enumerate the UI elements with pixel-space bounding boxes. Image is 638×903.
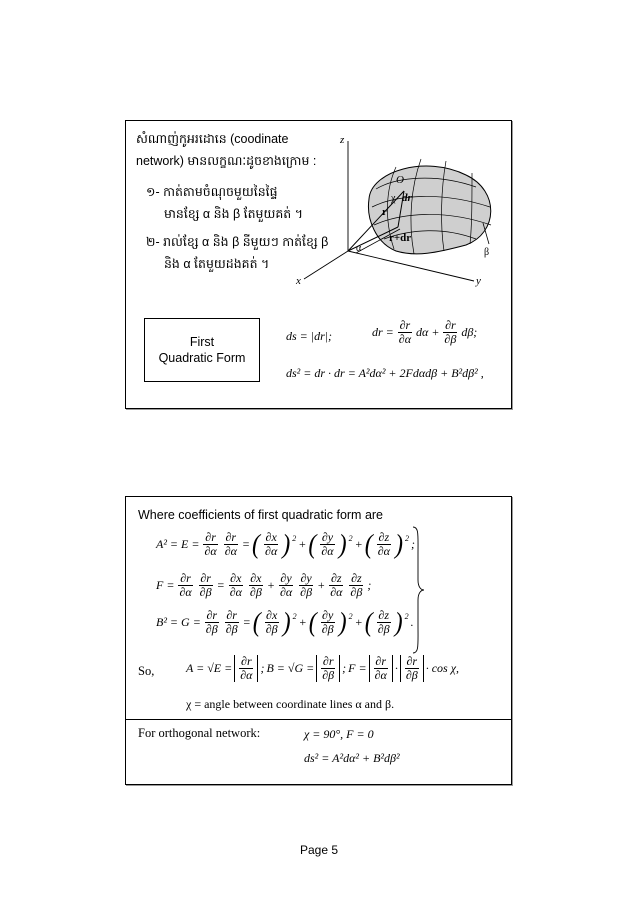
right-brace [411,525,425,655]
eq-dr-lhs: dr = [372,325,394,339]
so-A: A = √E = [186,661,233,675]
eq-A-squared: A² = E = $\frac{\partial r}{\partial\alpha}$ $\frac{\partial r}{\partial\alpha}$ = ( $\frac{\partial x}{\partial\alpha}$ ) 2 + ( $\frac{\partial y}{\partial\alpha}$ ) 2 + ( $\frac{\partial z}{\partial\alpha}$ ) 2 ; [156,529,415,560]
slide-quadratic-coefficients [125,496,512,785]
page-number: Page 5 [299,843,339,857]
eq-dr-den-2: ∂β [444,332,457,346]
y-axis-label: y [476,275,481,287]
eq-dr-den-1: ∂α [398,332,412,346]
coefficients-heading: Where coefficients of first quadratic form are [138,508,384,522]
slide-first-quadratic-form [125,120,512,409]
surface-coordinate-diagram [276,129,508,294]
alpha-label: α [356,243,362,254]
item-2-line-2: និង α តែមួយដងគត់ ។ [164,257,270,271]
eq-ds-squared: ds² = dr · dr = A²dα² + 2Fdαdβ + B²dβ² , [286,366,484,380]
eq-B-lhs: B² = G = [156,615,201,629]
x-axis [304,251,348,279]
eq-dr-end: dβ; [461,325,478,339]
eq-A-lhs: A² = E = [156,537,200,551]
so-F: F = [348,661,367,675]
first-quadratic-form-box [144,318,260,382]
eq-dr-frac-2 [443,319,457,346]
eq-ds-magnitude: ds = |dr|; [286,329,333,343]
box-line-1: First [189,335,215,349]
y-axis [348,251,474,281]
item-2-line-1: ២- រាល់ខ្សែ α និង β នីមួយៗ កាត់ខ្សែ β [146,235,329,249]
eq-F-lhs: F = [156,578,175,592]
item-1-line-2: មានខ្សែ α និង β តែមួយគត់ ។ [164,207,303,221]
r-plus-dr-label: r+dr [389,232,412,244]
eq-dr [372,319,477,346]
dr-label: dr [402,192,412,204]
so-cos: · cos χ, [425,661,460,675]
so-label: So, [138,664,155,678]
orthogonal-eq-1: χ = 90°, F = 0 [304,727,374,741]
eq-dr-num-1: ∂r [399,318,411,332]
eq-F: F = $\frac{\partial r}{\partial\alpha}$ $\frac{\partial r}{\partial\beta}$ = $\frac{\partial x}{\partial\alpha}$ $\frac{\partial x}{\partial\beta}$ + $\frac{\partial y}{\partial\alpha}$ $\frac{\partial y}{\partial\beta}$ + $\frac{\partial z}{\partial\alpha}$ $\frac{\partial z}{\partial\beta}$ ; [156,571,372,599]
eq-dr-mid: dα + [416,325,440,339]
x-axis-label: x [296,275,301,287]
divider [126,719,511,720]
intro-line-2: network) មានលក្ខណៈដូចខាងក្រោម : [136,154,317,168]
orthogonal-eq-2: ds² = A²dα² + B²dβ² [304,751,400,765]
intro-line-1: សំណាញ់កូអរដោនេ (coodinate [136,132,289,146]
eq-B-squared: B² = G = $\frac{\partial r}{\partial\beta}$ $\frac{\partial r}{\partial\beta}$ = ( $\frac{\partial x}{\partial\beta}$ ) 2 + ( $\frac{\partial y}{\partial\beta}$ ) 2 + ( $\frac{\partial z}{\partial\beta}$ ) 2 . [156,607,414,638]
r-label: r [382,206,387,218]
orthogonal-label: For orthogonal network: [138,726,261,740]
chi-label: χ [391,193,396,204]
beta-label: β [484,247,490,258]
eq-dr-num-2: ∂r [445,318,456,332]
eq-so: A = √E = $\frac{\partial r}{\partial\alpha}$ ; B = √G = $\frac{\partial r}{\partial\beta}$ ; F = $\frac{\partial r}{\partial\alpha}$ · $\frac{\partial r}{\partial\beta}$ · cos χ, [186,654,460,682]
chi-definition: χ = angle between coordinate lines α and β. [186,697,395,711]
eq-dr-frac-1 [398,319,412,346]
origin-label: O [396,174,404,186]
box-line-2: Quadratic Form [158,351,246,365]
z-axis-label: z [340,134,345,146]
item-1-line-1: ១- កាត់តាមចំណុចមួយនៃផ្ទៃ [146,185,278,199]
so-B: B = √G = [266,661,315,675]
